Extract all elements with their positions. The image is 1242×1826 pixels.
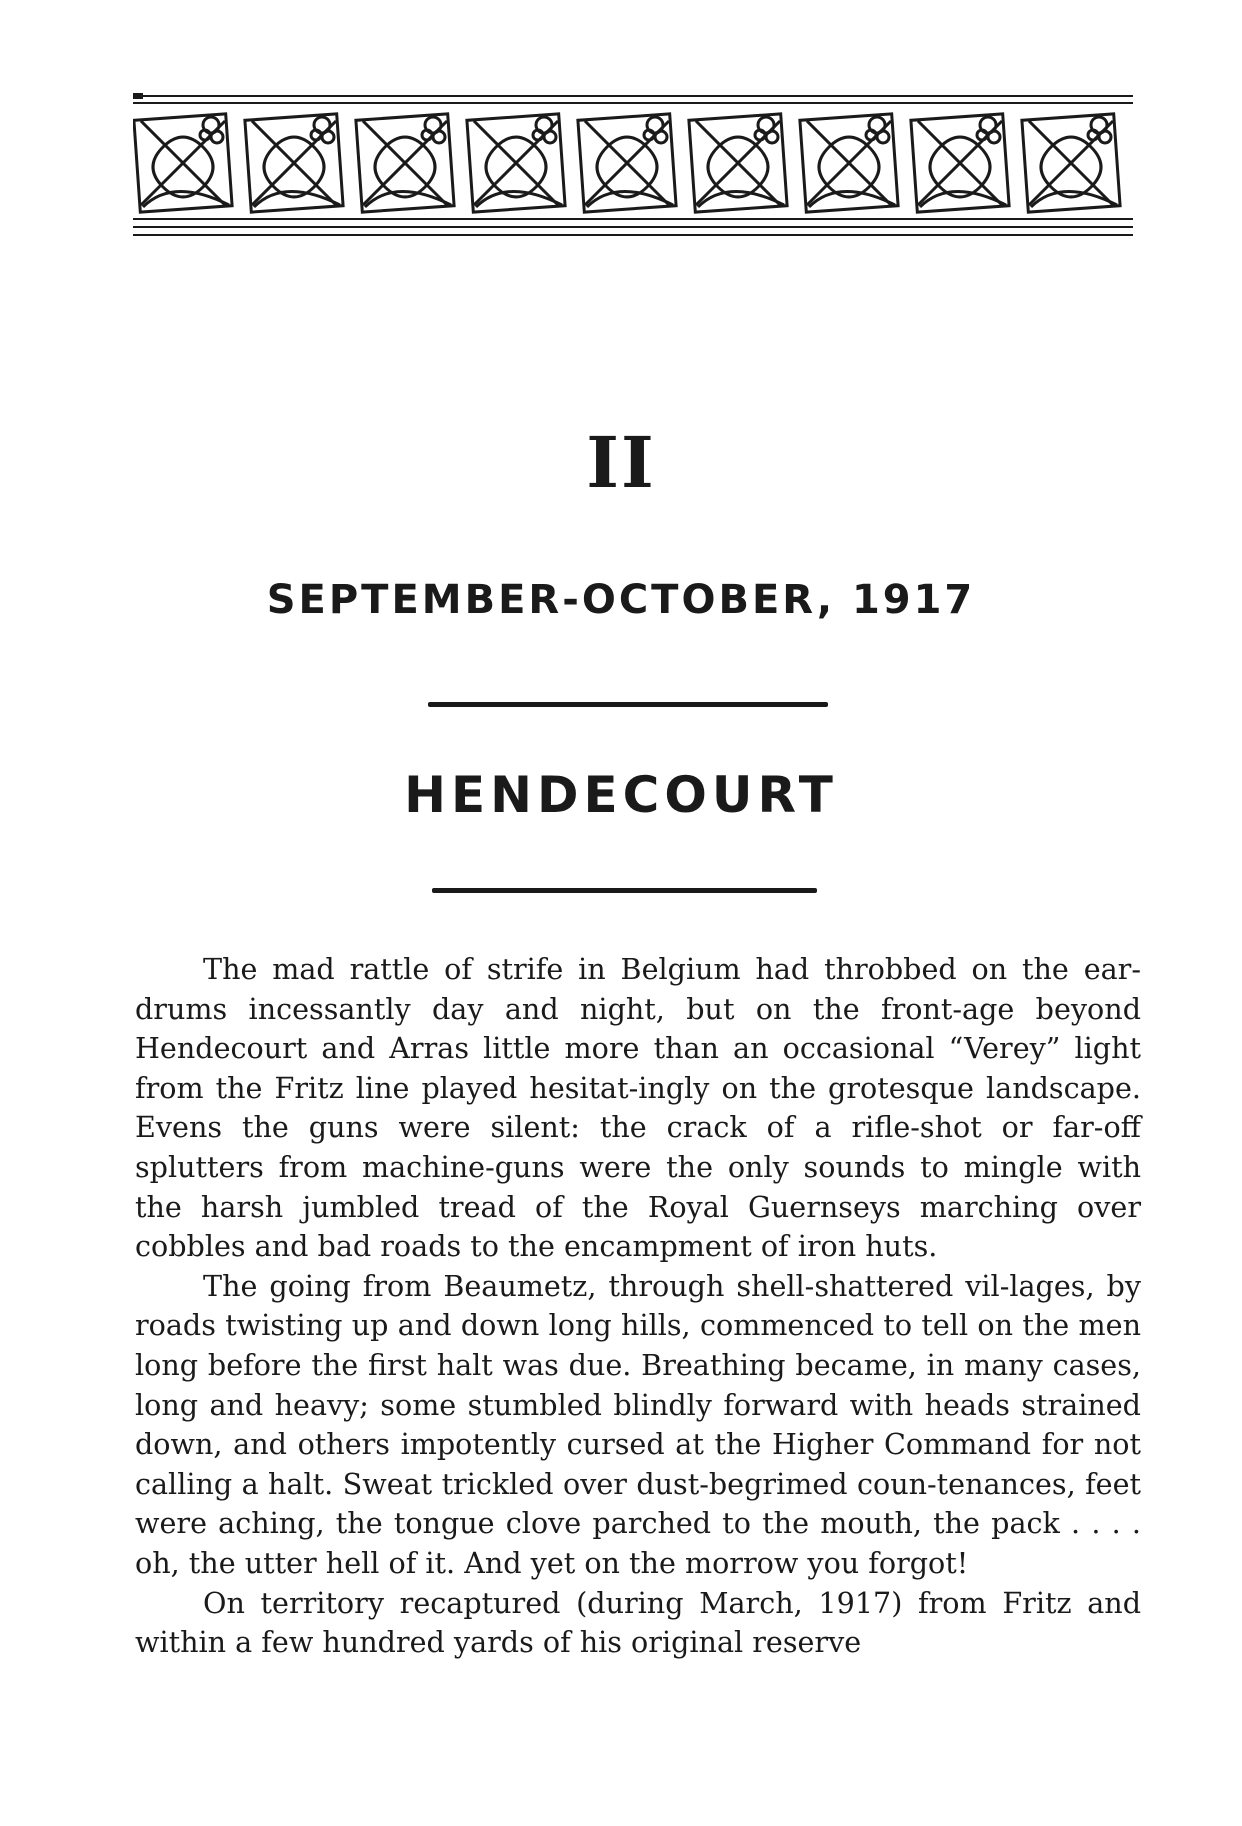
chapter-place-heading: HENDECOURT: [404, 766, 838, 824]
divider-rule-bottom: [432, 888, 817, 893]
paragraph: On territory recaptured (during March, 1917) from Fritz and within a few hundred yards of his original reserve: [135, 1585, 1141, 1660]
paragraph: The going from Beaumetz, through shell-shattered vil-lages, by roads twisting up and down long hills, commenced to tell on the men long before the first halt was due. Breathing became, in many cases, long and heavy; some stumbled blindly forward with heads strained down, and others impotently cursed at the Higher Command for not calling a halt. Sweat trickled over dust-begrimed coun-tenances, feet were aching, the tongue clove parched to the mouth, the pack . . . . oh, the utter hell of it. And yet on the morrow you forgot!: [135, 1268, 1141, 1580]
chapter-date-heading: SEPTEMBER-OCTOBER, 1917: [266, 577, 976, 623]
chapter-number: II: [586, 421, 656, 504]
paragraph: The mad rattle of strife in Belgium had throbbed on the ear-drums incessantly day and night, but on the front-age beyond Hendecourt and Arras little more than an occasional “Verey” light from the Fritz line played hesitat-ingly on the grotesque landscape. Evens the guns were silent: the crack of a rifle-shot or far-off splutters from machine-guns were the only sounds to mingle with the harsh jumbled tread of the Royal Guernseys marching over cobbles and bad roads to the encampment of iron huts.: [135, 952, 1141, 1264]
decorative-vine-border-icon: [133, 93, 1133, 243]
divider-rule-top: [428, 702, 828, 707]
body-text: [135, 950, 1141, 1663]
